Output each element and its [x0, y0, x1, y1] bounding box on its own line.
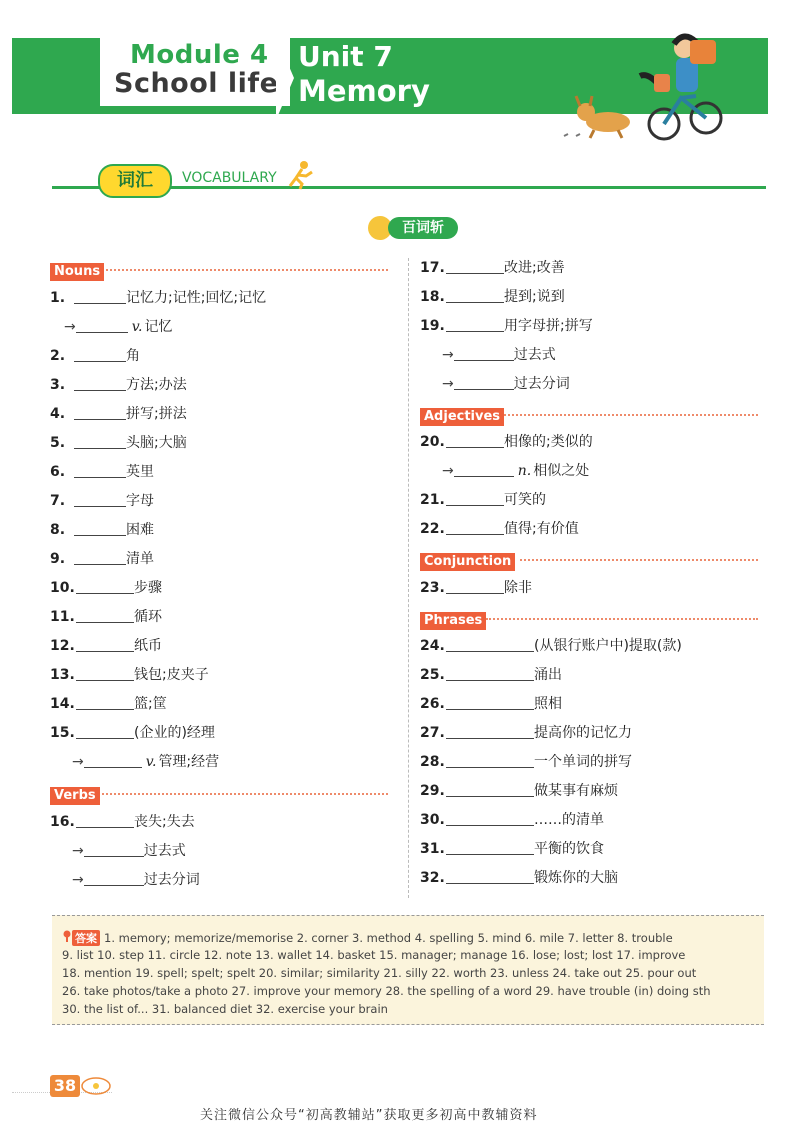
list-item: 29. 做某事有麻烦	[420, 779, 618, 803]
section-verbs	[50, 784, 100, 802]
list-item: 5. 头脑;大脑	[50, 431, 187, 455]
module-title: Module 4	[130, 40, 269, 70]
list-item: 21. 可笑的	[420, 488, 546, 512]
list-item: 6. 英里	[50, 460, 154, 484]
section-conjunction	[420, 550, 515, 568]
cyclist-illustration	[556, 14, 736, 142]
unit-number: Unit 7	[298, 40, 393, 73]
list-item: 2. 角	[50, 344, 140, 368]
module-subtitle: School life	[114, 68, 279, 99]
list-item: 22. 值得;有价值	[420, 517, 579, 541]
list-item: 1. 记忆力;记性;回忆;记忆	[50, 286, 266, 310]
list-item: 24. (从银行账户中)提取(款)	[420, 634, 682, 658]
page-number: 38	[50, 1075, 80, 1097]
list-item: 3. 方法;办法	[50, 373, 187, 397]
list-item: → 过去分词	[420, 372, 570, 396]
unit-title: Memory	[298, 74, 430, 108]
answer-line: 26. take photos/take a photo 27. improve your memory 28. the spelling of a word 29. have trouble (in) doing sth	[62, 984, 711, 998]
column-divider	[408, 258, 410, 898]
list-item: 9. 清单	[50, 547, 154, 571]
answer-line: 答案 1. memory; memorize/memorise 2. corner 3. method 4. spelling 5. mind 6. mile 7. letter 8. trouble	[62, 930, 673, 946]
list-item: → v. 管理;经营	[50, 750, 219, 774]
answer-line: 9. list 10. step 11. circle 12. note 13. wallet 14. basket 15. manager; manage 16. lose; lost; lost 17. improve	[62, 948, 686, 962]
list-item: 32. 锻炼你的大脑	[420, 866, 618, 890]
section-label: Verbs	[50, 787, 100, 805]
flower-icon	[80, 1076, 112, 1096]
section-label: Adjectives	[420, 408, 504, 426]
answer-line: 30. the list of... 31. balanced diet 32. exercise your brain	[62, 1002, 388, 1016]
list-item: 31. 平衡的饮食	[420, 837, 604, 861]
list-item: 12. 纸币	[50, 634, 162, 658]
list-item: → 过去式	[50, 839, 186, 863]
list-item: 7. 字母	[50, 489, 154, 513]
list-item: 26. 照相	[420, 692, 562, 716]
vocabulary-label: VOCABULARY	[182, 170, 277, 186]
section-label: Phrases	[420, 612, 486, 630]
list-item: 4. 拼写;拼法	[50, 402, 187, 426]
section-adjectives	[420, 405, 504, 423]
list-item: 28. 一个单词的拼写	[420, 750, 632, 774]
list-item: 20. 相像的;类似的	[420, 430, 593, 454]
key-icon	[62, 930, 72, 942]
list-item: 25. 涌出	[420, 663, 562, 687]
chevron-icon	[276, 36, 294, 120]
list-item: 11. 循环	[50, 605, 162, 629]
list-item: 14. 篮;筐	[50, 692, 167, 716]
section-nouns	[50, 260, 104, 278]
bai-ci-zhan-title: 百词斩	[388, 217, 458, 239]
list-item: 27. 提高你的记忆力	[420, 721, 632, 745]
footer-note: 关注微信公众号“初高教辅站”获取更多初高中教辅资料	[200, 1108, 538, 1123]
list-item: 8. 困难	[50, 518, 154, 542]
list-item: 13. 钱包;皮夹子	[50, 663, 209, 687]
list-item: 16. 丧失;失去	[50, 810, 195, 834]
list-item: 10. 步骤	[50, 576, 162, 600]
list-item: 23. 除非	[420, 576, 532, 600]
list-item: 18. 提到;说到	[420, 285, 565, 309]
list-item: 17. 改进;改善	[420, 256, 565, 280]
list-item: 15. (企业的)经理	[50, 721, 215, 745]
section-dots	[486, 618, 758, 620]
answer-key	[52, 915, 764, 1025]
list-item: → 过去式	[420, 343, 556, 367]
answer-tag: 答案	[72, 930, 100, 946]
list-item: → n. 相似之处	[420, 459, 589, 483]
section-label: Conjunction	[420, 553, 515, 571]
vocabulary-badge: 词汇	[98, 164, 172, 198]
section-dots	[504, 414, 758, 416]
runner-icon	[286, 160, 314, 190]
section-dots	[106, 269, 388, 271]
list-item: 19. 用字母拼;拼写	[420, 314, 593, 338]
list-item: → v. 记忆	[50, 315, 172, 339]
section-label: Nouns	[50, 263, 104, 281]
section-phrases	[420, 609, 486, 627]
list-item: → 过去分词	[50, 868, 200, 892]
section-dots	[102, 793, 388, 795]
section-dots	[520, 559, 758, 561]
list-item: 30. ……的清单	[420, 808, 604, 832]
answer-line: 18. mention 19. spell; spelt; spelt 20. similar; similarity 21. silly 22. worth 23. unless 24. take out 25. pour out	[62, 966, 697, 980]
